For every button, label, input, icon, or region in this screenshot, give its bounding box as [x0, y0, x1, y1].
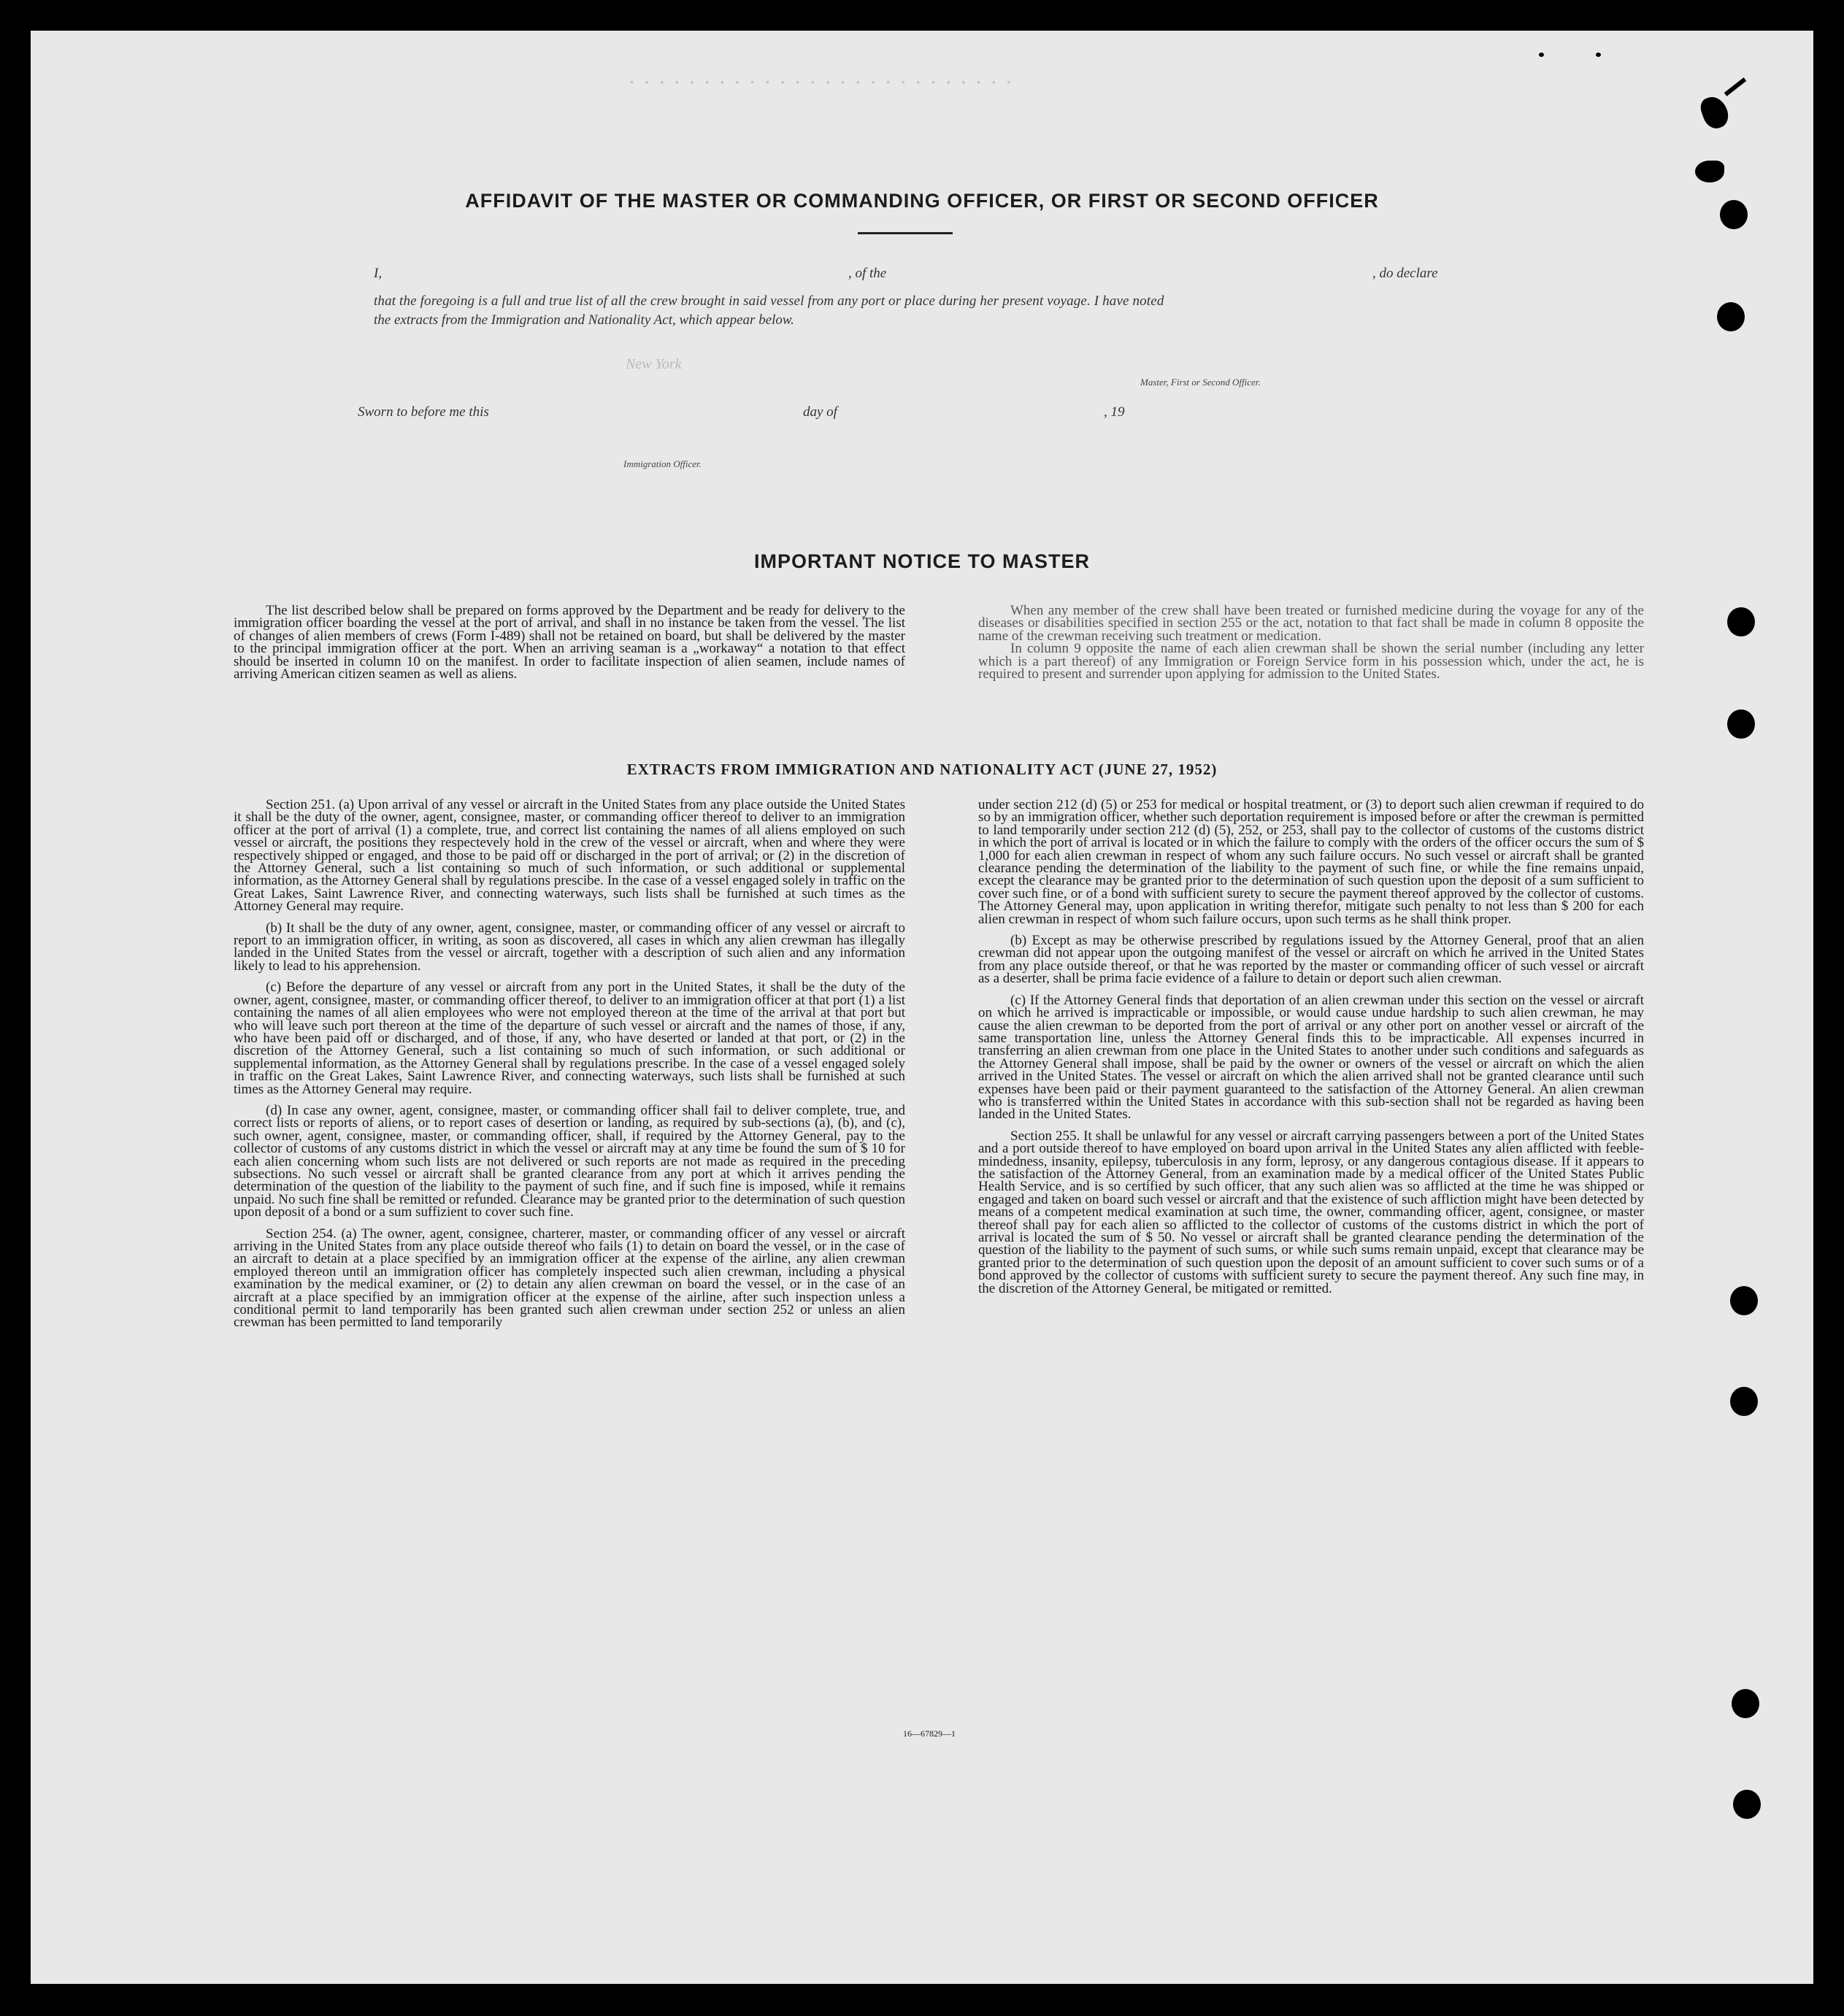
affidavit-title: AFFIDAVIT OF THE MASTER OR COMMANDING OFFICER, OR FIRST OR SECOND OFFICER: [465, 190, 1379, 212]
year-text: , 19: [1104, 404, 1125, 420]
notice-paragraph: The list described below shall be prepared on forms approved by the Department and be ready for delivery to the immigration officer boarding the vessel at the port of arrival, and shall in no instance be taken from the vessel. The list of changes of alien members of crews (Form I-489) shall not be retained on board, but shall be delivered by the master to the principal immigration officer at the port. When an arriving seaman is a „workaway“ a notation to that effect should be inserted in column 10 on the manifest. In order to facilitate inspection of alien seamen, include names of arriving American citizen seamen as well as aliens.: [234, 603, 905, 682]
punch-hole: [1727, 607, 1755, 636]
notice-title: IMPORTANT NOTICE TO MASTER: [754, 550, 1090, 572]
officer-caption: Immigration Officer.: [623, 458, 702, 469]
affidavit-statement-1: that the foregoing is a full and true list of all the crew brought in said vessel from any port or place during her present voyage. I have noted: [374, 293, 1164, 309]
extract-paragraph: Section 251. (a) Upon arrival of any vessel or aircraft in the United States from any place outside the United States it shall be the duty of the owner, agent, consignee, master, or commanding officer thereof to deliver to an immigration officer at the port of arrival (1) a complete, true, and correct list containing the names of all aliens employed on such vessel or aircraft, the positions they respectevely hold in the crew of the vessel or aircraft, when and where they were respectively shipped or engaged, and those to be paid off or discharged in the port of arrival; or (2) in the discretion of the Attorney General, such a list containing so much of such information, or such additional or supplemental information, as the Attorney General shall by regulations prescibe. In the case of a vessel engaged solely in traffic on the Great Lakes, Saint Lawrence River, and connecting waterways, such lists shall be furnished at such times as the Attorney General may require.: [234, 797, 905, 915]
punch-hole: [1732, 1689, 1759, 1718]
ink-mark: [1698, 93, 1732, 132]
document-page: [31, 31, 1813, 1984]
extract-paragraph: (c) Before the departure of any vessel or aircraft from any port in the United States, it shall be the duty of the owner, agent, consignee, master, or commanding officer thereof, to deliver to an immigration officer at that port (1) a list containing the names of all alien employees who were not employed thereon at the time of the arrival at that port but who will leave such port thereon at the time of the departure of such vessel or aircraft and the names of those, if any, who have been paid off or discharged, and of those, if any, who have deserted or landed at that port, or (2) in the discretion of the Attorney General, such a list containing so much of such information, or such additional or supplemental information, as the Attorney General shall by regulations prescribe. In the case of a vessel engaged solely in traffic on the Great Lakes, Saint Lawrence River, and connecting waterways, such lists shall be furnished at such times as the Attorney General may require.: [234, 980, 905, 1097]
extracts-right-column: [978, 799, 1644, 1295]
affidavit-statement-2: the extracts from the Immigration and Nationality Act, which appear below.: [374, 312, 794, 328]
master-caption: Master, First or Second Officer.: [1140, 377, 1261, 388]
punch-hole: [1730, 1286, 1758, 1315]
ink-mark: [1695, 161, 1724, 182]
punch-hole: [1727, 709, 1755, 739]
notice-left-column: [234, 604, 905, 680]
bleed-through-text: · · · · · · · · · · · · · · · · · · · · · · · · · ·: [629, 73, 1015, 93]
affidavit-do-declare: , do declare: [1372, 266, 1438, 281]
extracts-left-column: [234, 799, 905, 1329]
punch-hole: [1730, 1387, 1758, 1416]
extract-paragraph: Section 255. It shall be unlawful for any vessel or aircraft carrying passengers between a port of the United States and a port outside thereof to have employed on board upon arrival in the United States any alien afflicted with feeble-mindedness, insanity, epilepsy, tuberculosis in any form, leprosy, or any dangerous contagious disease. If it appears to the satisfaction of the Attorney General, from an examination made by a medical officer of the United States Public Health Service, and is so certified by such officer, that any such alien was so afflicted at the time he was shipped or engaged and taken on board such vessel or aircraft and that the existence of such affliction might have been detected by means of a competent medical examination at such time, the owner, commanding officer, agent, consignee, or master thereof shall pay for each alien so afflicted to the collector of customs of the customs district in which the port of arrival is located the sum of $ 50. No vessel or aircraft shall be granted clearance pending the determination of the question of the liability to the payment of such sums, or while such sums remain unpaid, except that clearance may be granted prior to the determination of such question upon the deposit of an amount sufficient to cover such sums or of a bond approved by the collector of customs with sufficient surety to secure the payment thereof. Any such fine may, in the discretion of the Attorney General, be mitigated or remitted.: [978, 1128, 1644, 1296]
ink-mark: [1724, 77, 1746, 96]
ink-speck: [1539, 53, 1544, 57]
day-of-text: day of: [803, 404, 837, 420]
punch-hole: [1733, 1790, 1761, 1819]
title-rule: [858, 232, 953, 234]
notice-paragraph: When any member of the crew shall have been treated or furnished medicine during the voyage for any of the diseases or disabilities specified in section 255 or the act, notation to that fact shall be made in column 8 opposite the name of the crewman receiving such treatment or medication.: [978, 603, 1644, 644]
punch-hole: [1717, 302, 1745, 331]
ink-speck: [1596, 53, 1601, 57]
extract-paragraph: (d) In case any owner, agent, consignee, master, or commanding officer shall fail to deliver complete, true, and correct lists or reports of aliens, or to report cases of desertion or landing, as required by sub-sections (a), (b), and (c), such owner, agent, consignee, master, or commanding officer, shall, if required by the Attorney General, pay to the collector of customs of any customs district in which the vessel or aircraft may at any time be found the sum of $ 10 for each alien concerning whom such lists are not delivered or such reports are not made as required in the preceding subsections. No such vessel or aircraft shall be granted clearance from any port at which it arrives pending the determination of the question of the liability to the payment of such fine, and if such fine is imposed, while it remains unpaid. No such fine shall be remitted or refunded. Clearance may be granted prior to the determination of such question upon deposit of a bond or a sum suffizient to cover such fine.: [234, 1102, 905, 1220]
extract-paragraph: (b) It shall be the duty of any owner, agent, consignee, master, or commanding officer of any vessel or aircraft to report to an immigration officer, in writing, as soon as discovered, all cases in which any alien crewman has illegally landed in the United States from the vessel or aircraft, together with a description of such alien and any information likely to lead to his apprehension.: [234, 920, 905, 974]
punch-hole: [1720, 200, 1748, 229]
extracts-title: EXTRACTS FROM IMMIGRATION AND NATIONALITY ACT (JUNE 27, 1952): [626, 761, 1218, 778]
sworn-text: Sworn to before me this: [358, 404, 489, 420]
affidavit-of-the: , of the: [848, 266, 887, 281]
notice-paragraph: In column 9 opposite the name of each alien crewman shall be shown the serial number (including any letter which is a part thereof) of any Immigration or Foreign Service form in his possession which, under the act, he is required to present and surrender upon applying for admission to the United States.: [978, 641, 1644, 682]
notice-right-column: [978, 604, 1644, 680]
extract-paragraph: under section 212 (d) (5) or 253 for medical or hospital treatment, or (3) to deport such alien crewman if required to do so by an immigration officer, whether such deportation requirement is imposed before or after the crewman is permitted to land temporarily under section 212 (d) (5), 252, or 253, shall pay to the collector of customs of the customs district in which the port of arrival is located or in which the failure to comply with the orders of the officer occurs the sum of $ 1,000 for each alien crewman in respect of whom any such failure occurs. No such vessel or aircraft shall be granted clearance pending the determination of the liability to the payment of such fine, or while the fine remains unpaid, except the clearance may be granted prior to the determination of such question upon the deposit of a sum sufficient to cover such fine, or of a bond with sufficient surety to secure the payment thereof approved by the collector of customs. The Attorney General may, upon application in writing therefor, mitigate such penalty to not less than $ 200 for each alien crewman in respect of whom such failure occurs, upon such terms as he shall think proper.: [978, 797, 1644, 927]
form-number: 16—67829—1: [903, 1728, 956, 1739]
extract-paragraph: Section 254. (a) The owner, agent, consignee, charterer, master, or commanding officer of any vessel or aircraft arriving in the United States from any place outside thereof who fails (1) to detain on board the vessel, or in the case of an aircraft to detain at a place specified by an immigration officer at the expense of the airline, any alien crewman employed thereon until an immigration officer has completely inspected such alien crewman, including a physical examination by the medical examiner, or (2) to detain any alien crewman on board the vessel, or in the case of an aircraft at a place specified by an immigration officer at the expense of the airline, after such inspection unless a conditional permit to land temporarily has been granted such alien crewman under section 252 or unless an alien crewman has been permitted to land temporarily: [234, 1226, 905, 1331]
extract-paragraph: (c) If the Attorney General finds that deportation of an alien crewman under this section on the vessel or aircraft on which he arrived is impracticable or impossible, or would cause undue hardship to such alien crewman, he may cause the alien crewman to be deported from the port of arrival or any other port on another vessel or aircraft of the same transportation line, unless the Attorney General finds this to be impracticable. All expenses incurred in transferring an alien crewman from one place in the United States to another under such conditions and safeguards as the Attorney General shall impose, shall be paid by the owner or owners of the vessel or aircraft on which the alien arrived in the United States. The vessel or aircraft on which the alien arrived shall not be granted clearance until such expenses have been paid or their payment guaranteed to the satisfaction of the Attorney General. An alien crewman who is transferred within the United States in accordance with this sub-section shall not be regarded as having been landed in the United States.: [978, 992, 1644, 1123]
extract-paragraph: (b) Except as may be otherwise prescribed by regulations issued by the Attorney General, proof that an alien crewman did not appear upon the outgoing manifest of the vessel or aircraft on which he arrived in the United States from any place outside thereof, or that he was reported by the master or commanding officer of such vessel or aircraft as a deserter, shall be prima facie evidence of a failure to detain or deport such alien crewman.: [978, 933, 1644, 987]
ghost-port-text: New York: [626, 356, 682, 372]
affidavit-i: I,: [374, 266, 383, 281]
